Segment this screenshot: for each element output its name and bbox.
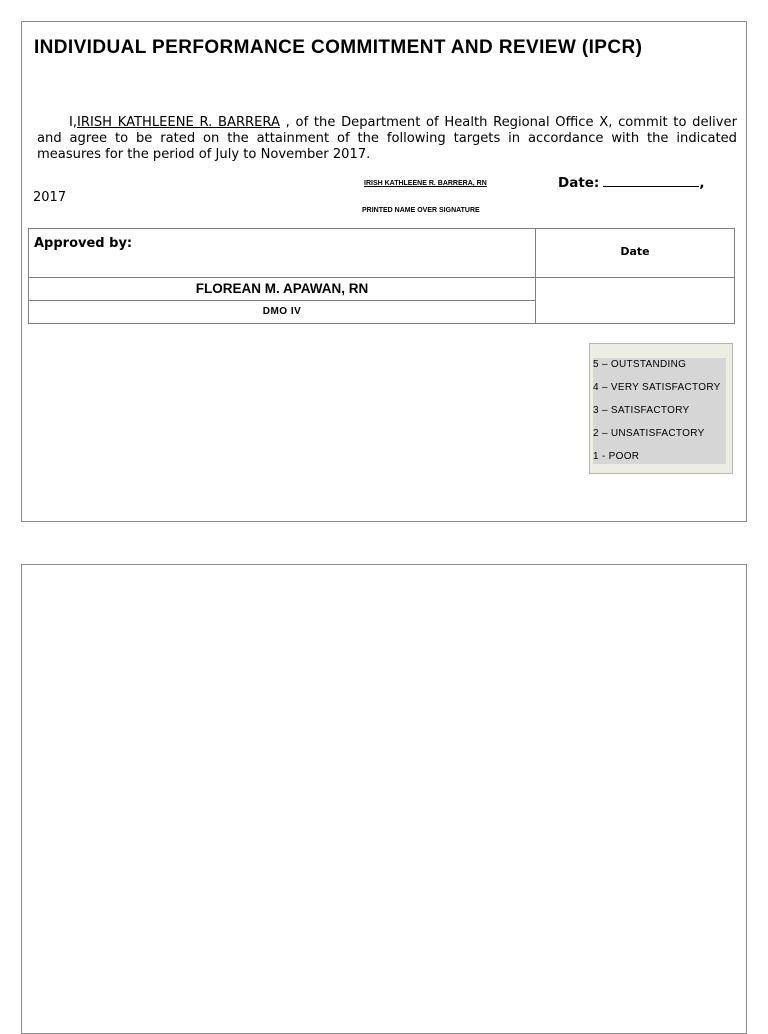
commitment-prefix: I, [69,115,78,130]
table-divider-horizontal [29,277,734,278]
commitment-paragraph [37,115,737,163]
date-label: Date: [558,175,600,191]
rating-legend-item: 5 – OUTSTANDING [593,359,687,370]
approved-by-label: Approved by: [34,236,133,251]
signature-name: IRISH KATHLEENE R. BARRERA, RN [364,180,487,187]
table-divider-vertical [535,229,536,323]
rating-legend-item: 2 – UNSATISFACTORY [593,428,705,439]
rating-legend-item: 1 - POOR [593,451,640,462]
approval-date-header: Date [620,245,650,258]
employee-name: IRISH KATHLEENE R. BARRERA [77,115,280,130]
approver-position: DMO IV [262,306,302,317]
approval-table [28,228,735,324]
document-title: INDIVIDUAL PERFORMANCE COMMITMENT AND REVIEW (IPCR) [34,37,643,58]
signature-caption: PRINTED NAME OVER SIGNATURE [362,207,480,214]
rating-legend [589,343,733,474]
date-blank-line [603,174,699,187]
date-field [558,174,704,191]
date-suffix: , [699,175,705,191]
date-year: 2017 [33,190,67,205]
table-divider-horizontal-2 [29,300,535,301]
commitment-statement: , of the Department of Health Regional Office X, commit to deliver and agree to be rated on the attainment of the following targets in accordance with the indicated measures for the period of July to November 2017. [37,115,737,162]
document-page-1 [21,21,747,522]
approver-name: FLOREAN M. APAWAN, RN [195,281,369,296]
rating-legend-item: 4 – VERY SATISFACTORY [593,382,721,393]
document-page-2 [21,564,747,1034]
rating-legend-item: 3 – SATISFACTORY [593,405,690,416]
